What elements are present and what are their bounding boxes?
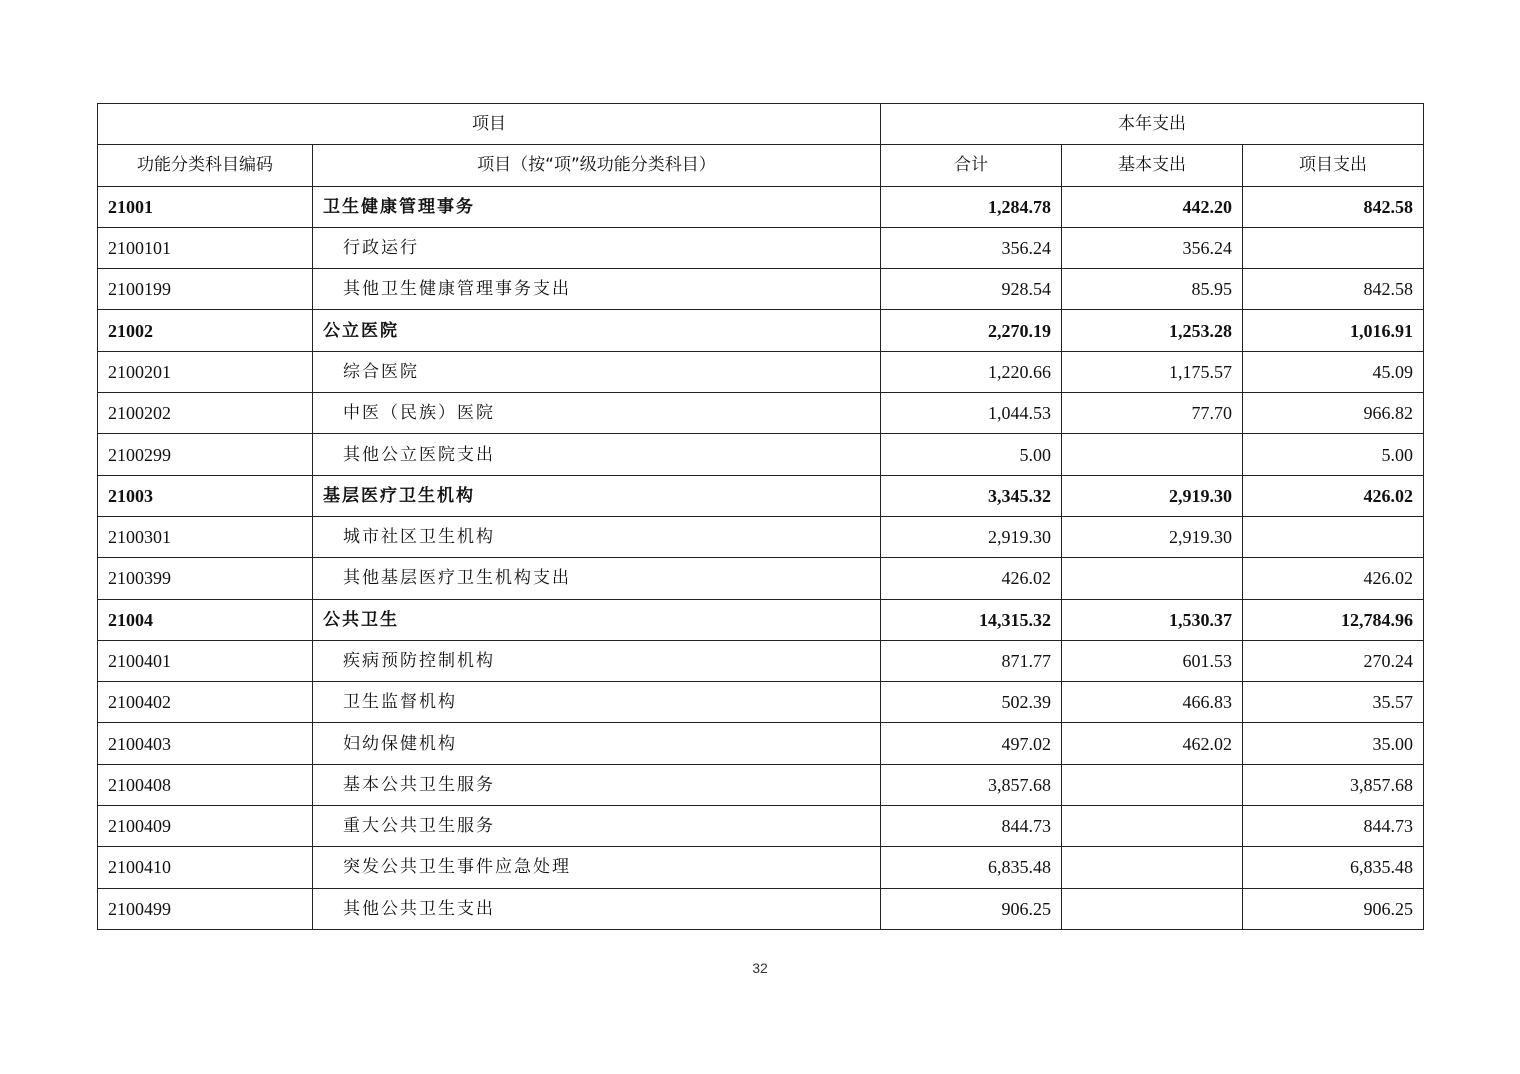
cell-basic: 356.24 xyxy=(1062,227,1243,268)
cell-basic xyxy=(1062,806,1243,847)
table-row xyxy=(98,393,1424,434)
cell-code: 2100402 xyxy=(98,682,313,723)
table-row xyxy=(98,351,1424,392)
cell-project: 1,016.91 xyxy=(1243,310,1424,351)
cell-project: 5.00 xyxy=(1243,434,1424,475)
table-row xyxy=(98,475,1424,516)
header-basic: 基本支出 xyxy=(1062,145,1243,186)
cell-project: 842.58 xyxy=(1243,186,1424,227)
page-number: 32 xyxy=(752,960,768,976)
cell-name: 行政运行 xyxy=(313,227,881,268)
cell-basic: 466.83 xyxy=(1062,682,1243,723)
cell-code: 2100403 xyxy=(98,723,313,764)
cell-basic: 2,919.30 xyxy=(1062,475,1243,516)
cell-code: 21004 xyxy=(98,599,313,640)
table-row xyxy=(98,599,1424,640)
cell-basic: 462.02 xyxy=(1062,723,1243,764)
cell-name: 卫生监督机构 xyxy=(313,682,881,723)
cell-name: 妇幼保健机构 xyxy=(313,723,881,764)
table-row xyxy=(98,723,1424,764)
table-row xyxy=(98,310,1424,351)
cell-code: 2100408 xyxy=(98,764,313,805)
cell-name: 疾病预防控制机构 xyxy=(313,640,881,681)
cell-name: 基层医疗卫生机构 xyxy=(313,475,881,516)
cell-total: 928.54 xyxy=(881,269,1062,310)
cell-name: 其他公共卫生支出 xyxy=(313,888,881,929)
cell-project xyxy=(1243,227,1424,268)
cell-total: 906.25 xyxy=(881,888,1062,929)
cell-basic: 1,530.37 xyxy=(1062,599,1243,640)
table-row xyxy=(98,847,1424,888)
cell-project: 270.24 xyxy=(1243,640,1424,681)
cell-total: 5.00 xyxy=(881,434,1062,475)
cell-project: 35.57 xyxy=(1243,682,1424,723)
header-annual-expense: 本年支出 xyxy=(881,104,1424,145)
table-row xyxy=(98,434,1424,475)
cell-project: 966.82 xyxy=(1243,393,1424,434)
expenditure-table xyxy=(97,103,1424,930)
table-row xyxy=(98,186,1424,227)
cell-project: 842.58 xyxy=(1243,269,1424,310)
cell-name: 综合医院 xyxy=(313,351,881,392)
cell-total: 1,284.78 xyxy=(881,186,1062,227)
cell-code: 2100202 xyxy=(98,393,313,434)
cell-basic: 85.95 xyxy=(1062,269,1243,310)
cell-basic xyxy=(1062,888,1243,929)
cell-total: 844.73 xyxy=(881,806,1062,847)
cell-name: 重大公共卫生服务 xyxy=(313,806,881,847)
table-row xyxy=(98,806,1424,847)
table-row xyxy=(98,558,1424,599)
table-row xyxy=(98,269,1424,310)
cell-total: 426.02 xyxy=(881,558,1062,599)
header-name: 项目（按“项”级功能分类科目） xyxy=(313,145,881,186)
cell-total: 14,315.32 xyxy=(881,599,1062,640)
header-row-sub xyxy=(98,145,1424,186)
table-row xyxy=(98,682,1424,723)
cell-basic xyxy=(1062,434,1243,475)
cell-total: 2,270.19 xyxy=(881,310,1062,351)
cell-code: 21001 xyxy=(98,186,313,227)
cell-code: 2100101 xyxy=(98,227,313,268)
cell-name: 基本公共卫生服务 xyxy=(313,764,881,805)
cell-total: 3,857.68 xyxy=(881,764,1062,805)
cell-name: 卫生健康管理事务 xyxy=(313,186,881,227)
cell-name: 其他基层医疗卫生机构支出 xyxy=(313,558,881,599)
table-row xyxy=(98,764,1424,805)
cell-code: 2100401 xyxy=(98,640,313,681)
header-project: 项目支出 xyxy=(1243,145,1424,186)
cell-basic: 2,919.30 xyxy=(1062,516,1243,557)
cell-project xyxy=(1243,516,1424,557)
cell-code: 2100201 xyxy=(98,351,313,392)
cell-total: 1,044.53 xyxy=(881,393,1062,434)
header-total: 合计 xyxy=(881,145,1062,186)
cell-code: 2100301 xyxy=(98,516,313,557)
table-row xyxy=(98,516,1424,557)
cell-project: 35.00 xyxy=(1243,723,1424,764)
cell-code: 2100410 xyxy=(98,847,313,888)
cell-basic: 1,253.28 xyxy=(1062,310,1243,351)
cell-project: 6,835.48 xyxy=(1243,847,1424,888)
cell-basic: 442.20 xyxy=(1062,186,1243,227)
header-row-top xyxy=(98,104,1424,145)
cell-name: 其他公立医院支出 xyxy=(313,434,881,475)
cell-name: 公立医院 xyxy=(313,310,881,351)
cell-name: 城市社区卫生机构 xyxy=(313,516,881,557)
header-code: 功能分类科目编码 xyxy=(98,145,313,186)
cell-name: 公共卫生 xyxy=(313,599,881,640)
cell-total: 3,345.32 xyxy=(881,475,1062,516)
cell-total: 497.02 xyxy=(881,723,1062,764)
table-row xyxy=(98,640,1424,681)
cell-project: 426.02 xyxy=(1243,475,1424,516)
cell-total: 502.39 xyxy=(881,682,1062,723)
cell-basic xyxy=(1062,847,1243,888)
cell-name: 其他卫生健康管理事务支出 xyxy=(313,269,881,310)
table-row xyxy=(98,888,1424,929)
cell-basic xyxy=(1062,558,1243,599)
cell-code: 2100499 xyxy=(98,888,313,929)
cell-basic: 77.70 xyxy=(1062,393,1243,434)
cell-total: 356.24 xyxy=(881,227,1062,268)
cell-code: 2100299 xyxy=(98,434,313,475)
cell-name: 突发公共卫生事件应急处理 xyxy=(313,847,881,888)
cell-code: 21003 xyxy=(98,475,313,516)
cell-project: 426.02 xyxy=(1243,558,1424,599)
cell-code: 21002 xyxy=(98,310,313,351)
cell-project: 906.25 xyxy=(1243,888,1424,929)
cell-code: 2100409 xyxy=(98,806,313,847)
header-item: 项目 xyxy=(98,104,881,145)
table-row xyxy=(98,227,1424,268)
cell-code: 2100399 xyxy=(98,558,313,599)
cell-project: 3,857.68 xyxy=(1243,764,1424,805)
cell-basic xyxy=(1062,764,1243,805)
cell-total: 871.77 xyxy=(881,640,1062,681)
cell-total: 6,835.48 xyxy=(881,847,1062,888)
cell-total: 1,220.66 xyxy=(881,351,1062,392)
cell-total: 2,919.30 xyxy=(881,516,1062,557)
cell-project: 844.73 xyxy=(1243,806,1424,847)
cell-basic: 1,175.57 xyxy=(1062,351,1243,392)
cell-project: 12,784.96 xyxy=(1243,599,1424,640)
cell-project: 45.09 xyxy=(1243,351,1424,392)
cell-code: 2100199 xyxy=(98,269,313,310)
cell-name: 中医（民族）医院 xyxy=(313,393,881,434)
cell-basic: 601.53 xyxy=(1062,640,1243,681)
